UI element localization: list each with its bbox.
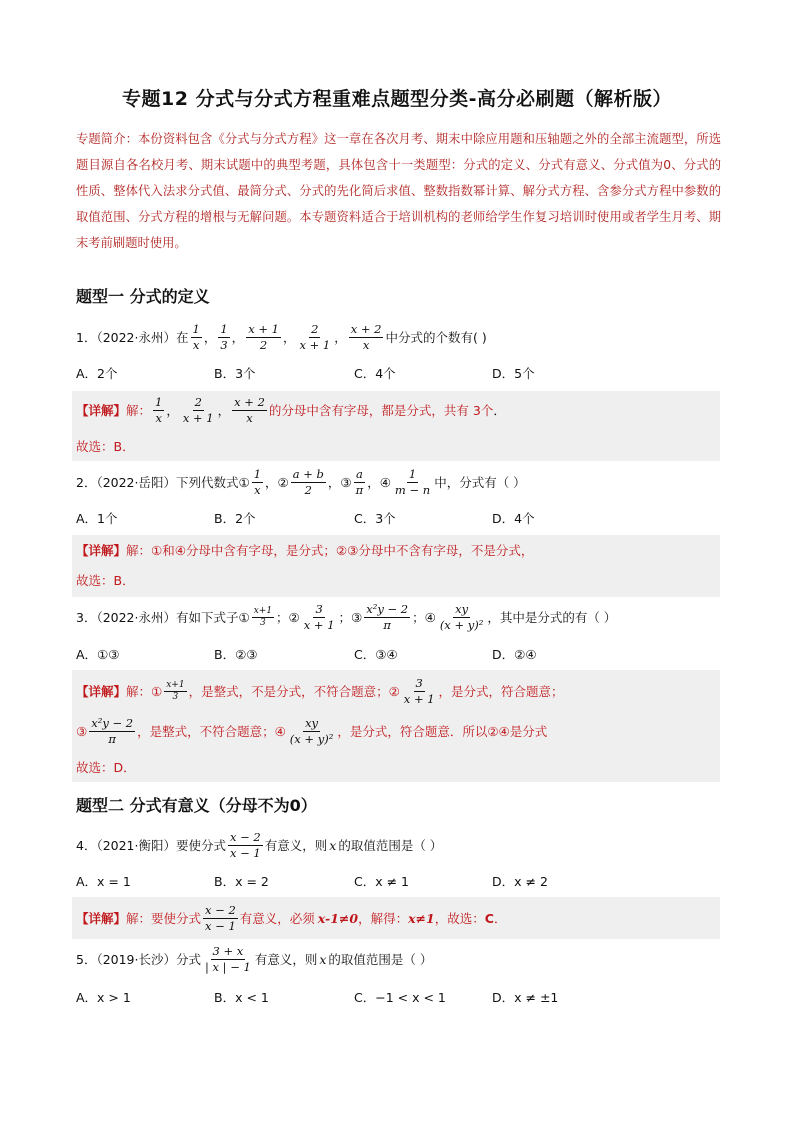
text-span: 【详解】 <box>76 911 127 926</box>
fraction-denominator: x <box>155 410 162 425</box>
option: B．2个 <box>214 511 256 526</box>
fraction-denominator: x − 1 <box>230 845 261 860</box>
topic-intro: 专题简介：本份资料包含《分式与分式方程》这一章在各次月考、期末中除应用题和压轴题之外的全部主流题型，所选题目源自各名校月考、期末试题中的典型考题，具体包含十一类题型：分式的定义、分式有意义、分式值为0、分式的性质、整体代入法求分式值、最简分式、分式的先化简后求值、整数指数幂计算、解分式方程、含参分式方程中参数的取值范围、分式方程的增根与无解问题。本专题资料适合于培训机构的老师给学生作复习培训时使用或者学生月考、期末考前刷题时使用。 <box>76 132 721 250</box>
option: D．x ≠ 2 <box>492 874 548 889</box>
fraction-denominator: x <box>362 337 370 352</box>
text-span: 解：①和④分母中含有字母，是分式；②③分母中不含有字母，不是分式， <box>126 543 534 558</box>
text-span: 【详解】 <box>76 543 127 558</box>
fraction-numerator: 2 <box>311 321 319 336</box>
option: D．4个 <box>492 511 535 526</box>
option-a: A．2个 <box>76 366 118 381</box>
text-span: ；② <box>276 610 300 625</box>
answer-box-4 <box>72 897 720 939</box>
text-span: ． <box>493 911 507 926</box>
fraction-denominator: (x + y)² <box>439 617 484 632</box>
fraction-numerator: x+1 <box>166 679 185 690</box>
answer-label: 【详解】 <box>76 403 127 418</box>
question-1-stem: 1．（2022·永州）在 <box>76 330 189 345</box>
text-span: 解：① <box>126 684 163 699</box>
question-3 <box>76 600 726 634</box>
fraction <box>181 395 216 426</box>
text-span: ，是分式，符合题意； <box>438 684 564 699</box>
text-span: 4．（2021·衡阳）要使分式 <box>76 838 226 853</box>
option-d: D．5个 <box>492 366 535 381</box>
text-span: ， <box>166 403 179 418</box>
text-span: ，② <box>265 475 289 490</box>
answer-box-1 <box>72 391 720 461</box>
fraction <box>297 322 332 353</box>
text-span: ， <box>334 330 347 345</box>
fraction-denominator: x + 1 <box>299 337 331 352</box>
text-span: 有意义，则 <box>254 952 318 967</box>
fraction-numerator: x²y − 2 <box>366 601 409 616</box>
text-span: ，其中是分式的有（ ） <box>487 610 617 625</box>
fraction-numerator: a <box>355 466 363 481</box>
fraction-denominator: (x + y)² <box>289 731 334 746</box>
text-span: 3个 <box>472 403 494 418</box>
answer-line <box>76 393 716 427</box>
fraction <box>288 716 336 747</box>
option: A．x > 1 <box>76 990 131 1005</box>
fraction <box>364 602 410 633</box>
option: A．x = 1 <box>76 874 131 889</box>
text-span: ，解得： <box>358 911 409 926</box>
fraction <box>354 467 366 498</box>
fraction-numerator: x+1 <box>253 605 273 616</box>
text-span: x-1≠0 <box>317 910 359 926</box>
fraction <box>164 680 186 703</box>
option: C．x ≠ 1 <box>354 874 409 889</box>
option: B．x < 1 <box>214 990 269 1005</box>
text-span: 的取值范围是（ ） <box>338 838 443 853</box>
fraction <box>393 467 432 498</box>
option: C．3个 <box>354 511 396 526</box>
text-span: ， <box>282 330 296 345</box>
fraction-denominator: x − 1 <box>205 918 236 933</box>
fraction-denominator: 3 <box>172 691 179 702</box>
text-span: 解：要使分式 <box>126 911 202 926</box>
fraction <box>349 322 384 353</box>
fraction-denominator: π <box>383 617 391 632</box>
fraction <box>191 322 202 353</box>
answer-line: 故选：B． <box>76 573 135 588</box>
text-span: 的分母中含有字母，都是分式，共有 <box>268 403 469 418</box>
fraction-numerator: a + b <box>292 466 324 481</box>
fraction-denominator: π <box>355 482 364 497</box>
fraction-denominator: π <box>108 731 116 746</box>
option: D．x ≠ ±1 <box>492 990 559 1005</box>
text-span: ，④ <box>367 475 391 490</box>
option-b: B．3个 <box>214 366 256 381</box>
fraction-denominator: x <box>246 410 253 425</box>
option: C．−1 < x < 1 <box>354 990 446 1005</box>
option: A．①③ <box>76 647 120 662</box>
fraction-numerator: x − 2 <box>205 902 236 917</box>
fraction <box>203 944 253 975</box>
question-1 <box>76 320 726 354</box>
question-4-options <box>76 872 726 892</box>
option: B．②③ <box>214 647 258 662</box>
fraction <box>291 467 326 498</box>
text-span: ， <box>203 330 217 345</box>
option: B．x = 2 <box>214 874 269 889</box>
question-2 <box>76 465 726 499</box>
fraction-numerator: 2 <box>194 394 202 409</box>
answer-line: 故选：D． <box>76 760 136 775</box>
answer-box-2 <box>72 535 720 597</box>
fraction <box>252 467 263 498</box>
text-span: ；③ <box>338 610 363 625</box>
text-span: 有意义，必须 <box>239 911 315 926</box>
fraction-numerator: x − 2 <box>230 829 261 844</box>
text-span: x <box>319 951 327 967</box>
option-c: C．4个 <box>354 366 396 381</box>
question-5 <box>76 942 726 976</box>
fraction-numerator: 1 <box>408 466 417 481</box>
text-span: ，是整式，不符合题意；④ <box>137 724 286 739</box>
fraction-denominator: x + 1 <box>403 691 435 706</box>
text-span: ，是整式，不是分式，不符合题意；② <box>188 684 400 699</box>
option: A．1个 <box>76 511 118 526</box>
text-span: 2．（2022·岳阳）下列代数式① <box>76 475 250 490</box>
page-title: 专题12 分式与分式方程重难点题型分类-高分必刷题（解析版） <box>122 88 672 110</box>
fraction-numerator: 1 <box>253 466 262 481</box>
fraction-denominator: m − n <box>394 482 431 497</box>
text-span: ③ <box>76 723 88 739</box>
text-span: ， <box>231 330 245 345</box>
fraction <box>252 606 274 629</box>
fraction-denominator: 3 <box>260 617 266 628</box>
text-span: ， <box>217 403 231 418</box>
fraction <box>228 830 263 861</box>
fraction <box>153 395 164 426</box>
text-span: ；④ <box>412 610 436 625</box>
text-span: 中分式的个数有( ) <box>385 330 487 345</box>
question-5-options <box>76 988 726 1008</box>
fraction <box>438 602 486 633</box>
answer-line <box>76 714 716 748</box>
question-3-options <box>76 645 726 665</box>
answer-line <box>76 674 716 708</box>
question-2-options <box>76 509 726 529</box>
fraction-denominator: x + 1 <box>182 410 214 425</box>
fraction <box>203 903 238 934</box>
answer-box-3 <box>72 670 720 782</box>
text-span: ，③ <box>327 475 352 490</box>
fraction-numerator: 1 <box>155 394 163 409</box>
text-span: x <box>329 837 337 853</box>
fraction-numerator: 1 <box>192 321 200 336</box>
answer-choice: 故选：B． <box>76 439 135 454</box>
section-heading-1: 题型一 分式的定义 <box>76 287 210 306</box>
answer-line <box>76 539 716 561</box>
text-span: 3．（2022·永州）有如下式子① <box>76 610 250 625</box>
fraction-denominator: x + 1 <box>303 617 335 632</box>
answer-line <box>76 901 716 935</box>
fraction-numerator: 3 + x <box>212 943 244 958</box>
fraction-denominator: | x | − 1 <box>205 959 251 974</box>
fraction-denominator: 2 <box>304 482 312 497</box>
fraction-denominator: 2 <box>259 337 268 352</box>
text-span: ． <box>493 403 506 418</box>
text-span: x≠1 <box>408 910 435 926</box>
text-span: 有意义，则 <box>264 838 328 853</box>
text-span: 解： <box>126 403 152 418</box>
option: C．③④ <box>354 647 398 662</box>
fraction <box>89 716 135 747</box>
fraction <box>218 322 229 353</box>
fraction-numerator: 3 <box>315 601 323 616</box>
text-span: 【详解】 <box>76 684 127 699</box>
option: D．②④ <box>492 647 537 662</box>
text-span: 中，分式有（ ） <box>434 475 526 490</box>
fraction <box>302 602 337 633</box>
question-1-options <box>76 364 726 384</box>
fraction-numerator: x + 1 <box>248 321 279 336</box>
fraction-numerator: x + 2 <box>234 394 265 409</box>
fraction-numerator: xy <box>455 601 469 616</box>
fraction <box>246 322 281 353</box>
fraction <box>402 676 437 707</box>
fraction-numerator: x + 2 <box>350 321 382 336</box>
fraction-numerator: xy <box>305 715 319 730</box>
text-span: ，故选： <box>434 911 485 926</box>
text-span: 5．（2019·长沙）分式 <box>76 952 201 967</box>
fraction <box>232 395 267 426</box>
section-heading-2: 题型二 分式有意义（分母不为0） <box>76 796 317 815</box>
fraction-numerator: 3 <box>415 675 423 690</box>
text-span: C <box>484 910 494 926</box>
text-span: ，是分式，符合题意．所以②④是分式 <box>337 724 548 739</box>
fraction-denominator: x <box>254 482 261 497</box>
question-4 <box>76 828 726 862</box>
fraction-denominator: 3 <box>220 337 228 352</box>
fraction-denominator: x <box>192 337 200 352</box>
text-span: 的取值范围是（ ） <box>328 952 433 967</box>
fraction-numerator: x²y − 2 <box>91 715 134 730</box>
fraction-numerator: 1 <box>220 321 228 336</box>
